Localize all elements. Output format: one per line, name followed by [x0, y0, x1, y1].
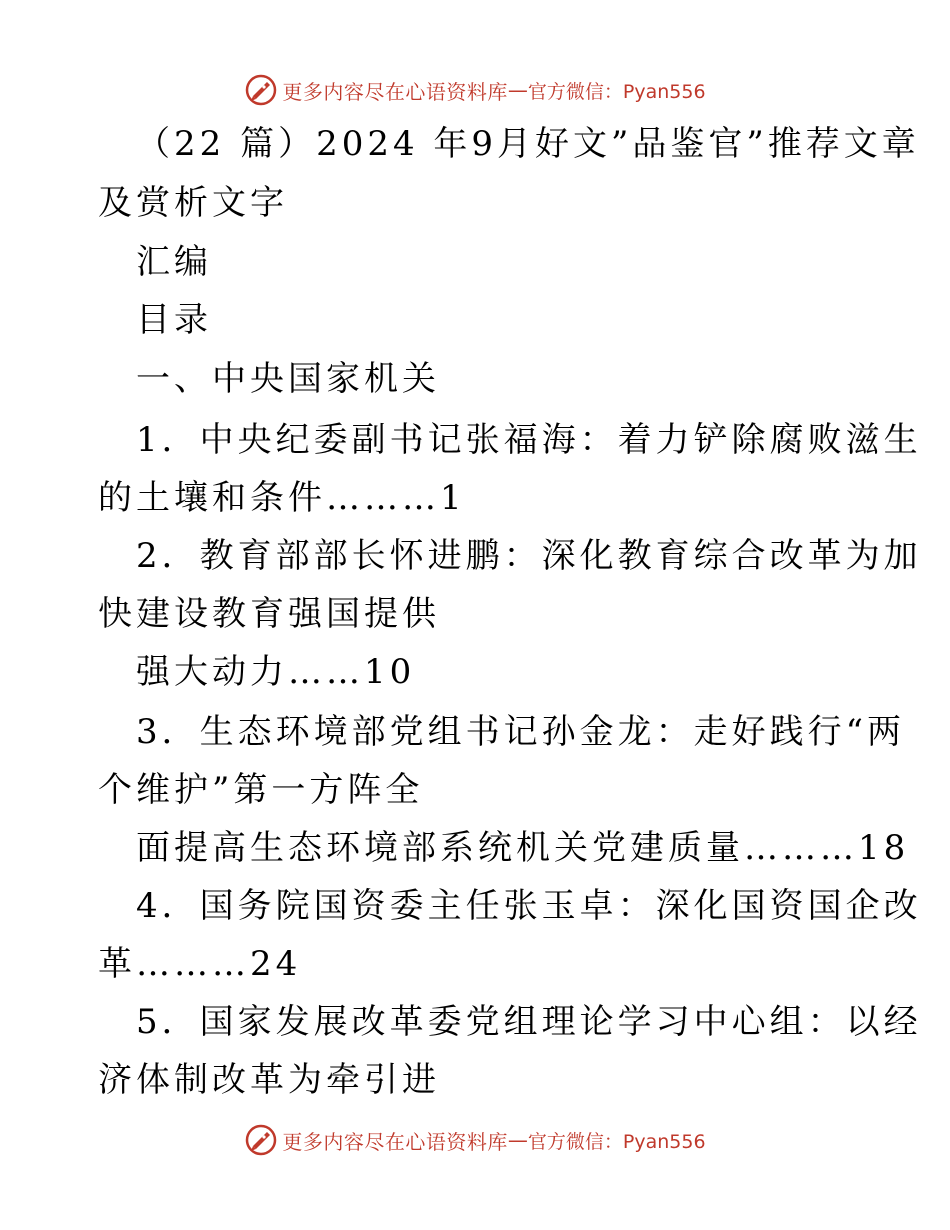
- watermark-separator: —: [507, 78, 528, 102]
- toc-entry-line: 5．国家发展改革委党组理论学习中心组：以经: [136, 1002, 922, 1042]
- toc-entry-line: 快建设教育强国提供: [98, 594, 440, 634]
- toc-section-heading: 一、中央国家机关: [136, 359, 440, 399]
- watermark-contact: 官方微信：Pyan556: [527, 1130, 706, 1153]
- watermark-separator: —: [507, 1128, 528, 1152]
- toc-entry-line: 1．中央纪委副书记张福海：着力铲除腐败滋生: [136, 420, 922, 460]
- watermark-text: 更多内容尽在心语资料库: [282, 79, 508, 104]
- pen-logo-icon: [244, 1123, 278, 1157]
- toc-entry-line: 强大动力……10: [136, 652, 416, 692]
- watermark-banner-bottom: [0, 1120, 950, 1160]
- toc-entry-line: 济体制改革为牵引进: [98, 1060, 440, 1100]
- toc-entry-line: 的土壤和条件………1: [98, 478, 466, 518]
- toc-entry-line: 2．教育部部长怀进鹏：深化教育综合改革为加: [136, 536, 922, 576]
- toc-entry-line: 革………24: [98, 944, 302, 984]
- toc-entry-line: 面提高生态环境部系统机关党建质量………18: [136, 828, 910, 868]
- toc-entry-line: 3．生态环境部党组书记孙金龙：走好践行“两: [136, 712, 906, 752]
- doc-title-line-2: 及赏析文字: [98, 183, 288, 223]
- toc-heading: 目录: [136, 300, 212, 340]
- toc-entry-line: 4．国务院国资委主任张玉卓：深化国资国企改: [136, 886, 922, 926]
- pen-logo-icon: [244, 73, 278, 107]
- watermark-contact: 官方微信：Pyan556: [527, 80, 706, 103]
- doc-subtitle: 汇编: [136, 242, 212, 282]
- doc-title-line-1: （22 篇）2024 年9月好文”品鉴官”推荐文章: [136, 124, 920, 164]
- watermark-text: 更多内容尽在心语资料库: [282, 1129, 508, 1154]
- watermark-banner-top: [0, 70, 950, 110]
- toc-entry-line: 个维护”第一方阵全: [98, 770, 424, 810]
